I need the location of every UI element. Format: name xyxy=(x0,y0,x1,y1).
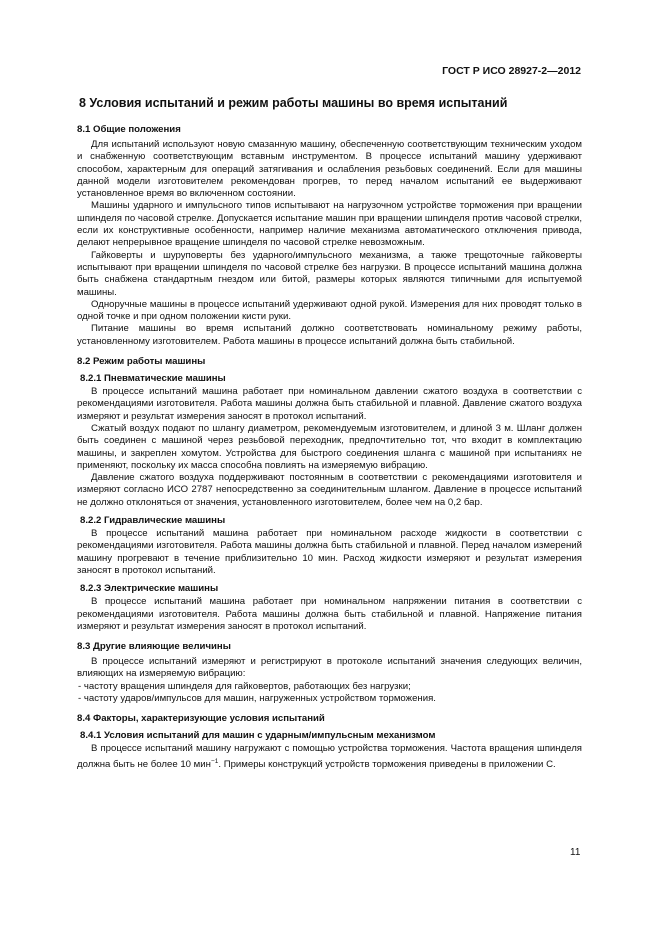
heading-8-3: 8.3 Другие влияющие величины xyxy=(77,641,231,653)
paragraph: В процессе испытаний машина работает при номинальном расходе жидкости в соответствии с рекомендациями изготовителя. Работа машины должна быть стабильной и плавной. Перед началом измерений машину прогревают в течение приблизительно 10 мин. Расход жидкости измеряют и результат измерения заносят в протокол испытаний. xyxy=(77,528,582,576)
superscript: −1 xyxy=(210,757,219,765)
paragraph: Для испытаний используют новую смазанную машину, обеспеченную соответствующим техническим уходом и снабженную соответствующим вставным инструментом. В процессе испытаний машину удерживают способом, характерным для операций затягивания и ослабления резьбовых соединений. Если для машины данной модели изготовителем рекомендован прогрев, то перед началом испытаний ее выдерживают установленное время во включенном состоянии. xyxy=(77,139,582,200)
heading-8-4-1: 8.4.1 Условия испытаний для машин с ударным/импульсным механизмом xyxy=(80,730,436,742)
paragraph: Питание машины во время испытаний должно соответствовать номинальному режиму работы, установленному изготовителем. Работа машины в процессе испытаний должна быть стабильной. xyxy=(77,323,582,347)
paragraph xyxy=(77,743,582,771)
paragraph: Одноручные машины в процессе испытаний удерживают одной рукой. Измерения для них проводят только в одной точке и при одном положении кисти руки. xyxy=(77,298,582,323)
section-8-title: 8 Условия испытаний и режим работы машины во время испытаний xyxy=(79,96,508,110)
paragraph: Сжатый воздух подают по шлангу диаметром, рекомендуемым изготовителем, и длиной 3 м. Шланг должен быть соединен с машиной через резьбовой переходник, предпочтительно тот, что входит в комплектацию машины, и закреплен хомутом. Устройства для быстрого соединения шланга с машиной при испытаниях не применяют, поскольку их масса способна повлиять на измеряемую вибрацию. xyxy=(77,422,582,471)
heading-8-4: 8.4 Факторы, характеризующие условия испытаний xyxy=(77,713,325,725)
heading-8-1: 8.1 Общие положения xyxy=(77,124,181,135)
heading-8-2-3: 8.2.3 Электрические машины xyxy=(80,583,219,595)
paragraph: Гайковерты и шуруповерты без ударного/импульсного механизма, а также трещоточные гайковерты испытывают при вращении шпинделя по часовой стрелке без нагрузки. В процессе испытаний машина должна быть снабжена стандартным гнездом или битой, размеры которых являются типичными для испытуемой машины. xyxy=(77,249,582,298)
paragraph: В процессе испытаний машина работает при номинальном напряжении питания в соответствии с рекомендациями изготовителя. Работа машины должна быть стабильной и плавной. Напряжение питания измеряют и результат измерения заносят в протокол испытаний. xyxy=(77,596,582,632)
text-segment: В процессе испытаний машину нагружают с помощью устройства торможения. Частота вращения шпинделя должна быть не более 10 мин xyxy=(77,743,582,770)
paragraph: Давление сжатого воздуха поддерживают постоянным в соответствии с рекомендациями изготовителя и измеряют согласно ИСО 2787 непосредственно за соединительным шлангом. Давление в процессе испытаний не должно отклоняться от значения, установленного изготовителем, более чем на 0,2 бар. xyxy=(77,472,582,508)
heading-8-2: 8.2 Режим работы машины xyxy=(77,356,206,368)
page-number: 11 xyxy=(570,847,581,858)
text-segment: . Примеры конструкций устройств торможения приведены в приложении С. xyxy=(218,758,556,770)
page-content xyxy=(77,96,582,771)
standard-designation: ГОСТ Р ИСО 28927-2—2012 xyxy=(442,65,581,77)
heading-8-2-1: 8.2.1 Пневматические машины xyxy=(80,373,226,385)
paragraph: В процессе испытаний машина работает при номинальном давлении сжатого воздуха в соответствии с рекомендациями изготовителя. Работа машины должна быть стабильной и плавной. Давление сжатого воздуха измеряют и результат измерения заносят в протокол испытаний. xyxy=(77,386,582,422)
list-item: - частоту ударов/импульсов для машин, нагруженных устройством торможения. xyxy=(78,692,436,704)
influencing-quantities-list xyxy=(77,681,582,706)
paragraph: В процессе испытаний измеряют и регистрируют в протоколе испытаний значения следующих величин, влияющих на измеряемую вибрацию: xyxy=(77,656,582,680)
list-item: - частоту вращения шпинделя для гайковертов, работающих без нагрузки; xyxy=(78,680,411,692)
heading-8-2-2: 8.2.2 Гидравлические машины xyxy=(80,515,226,527)
paragraph: Машины ударного и импульсного типов испытывают на нагрузочном устройстве торможения при вращении шпинделя по часовой стрелке. Допускается испытание машин при вращении шпинделя против часовой стрелки, если их конструктивные особенности, например наличие механизма автоматического отключения привода, делают непрерывное вращение шпинделя по часовой стрелке невозможным. xyxy=(77,200,582,249)
